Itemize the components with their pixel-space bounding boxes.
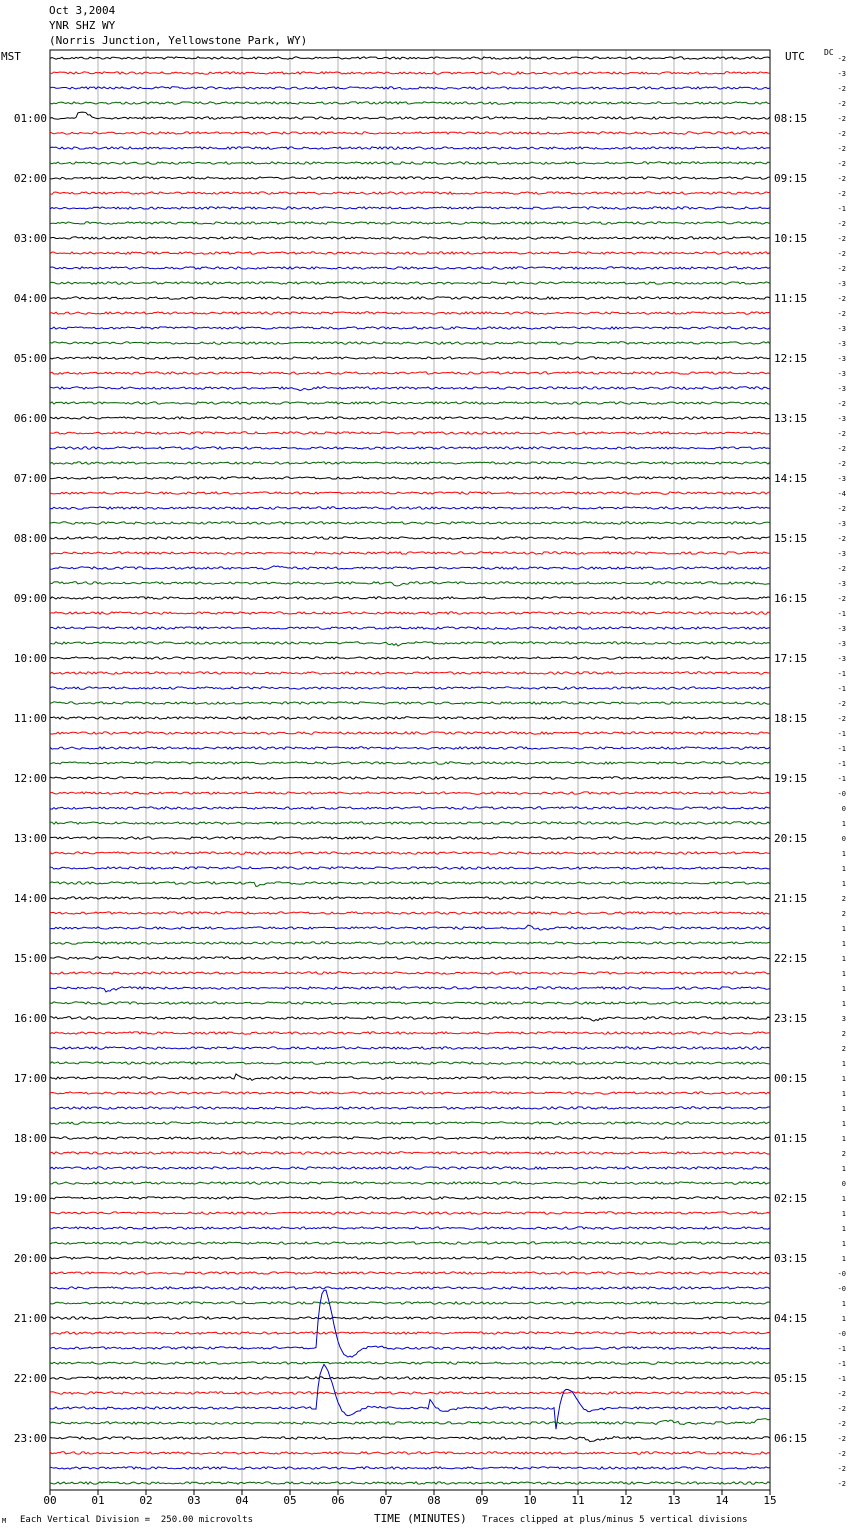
x-tick-label: 03 <box>187 1494 201 1507</box>
trace-row-68 <box>50 1074 770 1081</box>
dc-offset-label: 2 <box>841 910 846 918</box>
x-tick-label: 06 <box>331 1494 345 1507</box>
trace-row-82 <box>50 1287 770 1289</box>
trace-row-19 <box>50 342 770 344</box>
utc-hour-label: 04:15 <box>774 1312 808 1325</box>
trace-row-32 <box>50 537 770 539</box>
trace-row-69 <box>50 1092 770 1094</box>
trace-row-64 <box>50 1017 770 1021</box>
dc-offset-label: -2 <box>837 715 846 723</box>
dc-offset-label: -3 <box>837 520 846 528</box>
trace-row-25 <box>50 432 770 434</box>
x-tick-label: 02 <box>139 1494 153 1507</box>
x-tick-label: 12 <box>619 1494 633 1507</box>
trace-row-48 <box>50 777 770 779</box>
dc-offset-label: -1 <box>837 670 846 678</box>
dc-offset-label: 1 <box>841 850 846 858</box>
trace-row-5 <box>50 132 770 134</box>
mst-hour-label: 21:00 <box>13 1312 47 1325</box>
dc-offset-label: -0 <box>837 1330 846 1338</box>
trace-row-3 <box>50 102 770 104</box>
mst-hour-label: 05:00 <box>13 352 47 365</box>
mst-hour-label: 14:00 <box>13 892 47 905</box>
mst-label: MST <box>1 50 21 63</box>
trace-row-41 <box>50 672 770 674</box>
trace-row-39 <box>50 642 770 646</box>
dc-offset-label: -1 <box>837 1360 846 1368</box>
trace-row-78 <box>50 1227 770 1229</box>
dc-offset-label: -2 <box>837 565 846 573</box>
trace-row-46 <box>50 747 770 749</box>
dc-offset-label: 1 <box>841 865 846 873</box>
utc-hour-label: 01:15 <box>774 1132 808 1145</box>
trace-row-90 <box>50 1364 770 1429</box>
mst-hour-label: 22:00 <box>13 1372 47 1385</box>
mst-hour-label: 18:00 <box>13 1132 47 1145</box>
trace-row-44 <box>50 717 770 719</box>
dc-offset-label: 3 <box>841 1015 846 1023</box>
utc-label: UTC <box>785 50 805 63</box>
dc-offset-label: 1 <box>841 925 846 933</box>
dc-offset-label: 0 <box>841 835 846 843</box>
corner-mark: M <box>2 1517 7 1525</box>
dc-offset-label: -2 <box>837 55 846 63</box>
dc-offset-label: -2 <box>837 1450 846 1458</box>
trace-row-21 <box>50 372 770 374</box>
mst-hour-label: 20:00 <box>13 1252 47 1265</box>
trace-row-27 <box>50 462 770 464</box>
dc-offset-label: -2 <box>837 1390 846 1398</box>
trace-row-55 <box>50 882 770 887</box>
dc-offset-label: -2 <box>837 1405 846 1413</box>
x-tick-label: 14 <box>715 1494 729 1507</box>
trace-row-50 <box>50 807 770 809</box>
mst-hour-label: 09:00 <box>13 592 47 605</box>
trace-row-62 <box>50 987 770 992</box>
dc-offset-label: 1 <box>841 1210 846 1218</box>
dc-offset-label: -4 <box>837 490 846 498</box>
trace-row-89 <box>50 1392 770 1394</box>
dc-offset-label: -3 <box>837 385 846 393</box>
dc-offset-label: -2 <box>837 220 846 228</box>
utc-hour-label: 09:15 <box>774 172 808 185</box>
trace-row-31 <box>50 522 770 524</box>
dc-offset-label: -2 <box>837 175 846 183</box>
trace-row-4 <box>50 112 770 119</box>
trace-row-74 <box>50 1167 770 1169</box>
trace-row-83 <box>50 1302 770 1304</box>
dc-offset-label: -1 <box>837 1345 846 1353</box>
dc-offset-label: 1 <box>841 1105 846 1113</box>
trace-row-60 <box>50 957 770 959</box>
dc-offset-label: 1 <box>841 820 846 828</box>
trace-row-15 <box>50 282 770 284</box>
dc-offset-label: -1 <box>837 745 846 753</box>
trace-row-75 <box>50 1182 770 1184</box>
dc-offset-label: -1 <box>837 775 846 783</box>
trace-row-91 <box>50 1419 770 1425</box>
trace-row-16 <box>50 297 770 299</box>
mst-hour-label: 12:00 <box>13 772 47 785</box>
trace-row-58 <box>50 925 770 930</box>
dc-offset-label: -2 <box>837 1480 846 1488</box>
utc-hour-label: 20:15 <box>774 832 808 845</box>
trace-row-70 <box>50 1107 770 1109</box>
dc-label: DC <box>824 48 834 57</box>
trace-row-26 <box>50 447 770 449</box>
dc-offset-label: 1 <box>841 1000 846 1008</box>
trace-row-43 <box>50 702 770 704</box>
utc-hour-label: 22:15 <box>774 952 808 965</box>
dc-offset-label: -2 <box>837 445 846 453</box>
trace-row-77 <box>50 1212 770 1214</box>
dc-offset-label: 1 <box>841 1195 846 1203</box>
trace-row-9 <box>50 192 770 194</box>
trace-row-76 <box>50 1197 770 1199</box>
dc-offset-label: -2 <box>837 265 846 273</box>
dc-offset-label: 1 <box>841 1315 846 1323</box>
trace-row-14 <box>50 267 770 269</box>
dc-offset-label: -3 <box>837 640 846 648</box>
trace-row-61 <box>50 972 770 974</box>
trace-row-52 <box>50 837 770 839</box>
dc-offset-label: 1 <box>841 1225 846 1233</box>
trace-row-13 <box>50 252 770 254</box>
dc-offset-label: -2 <box>837 85 846 93</box>
mst-hour-label: 16:00 <box>13 1012 47 1025</box>
trace-row-37 <box>50 612 770 614</box>
trace-row-92 <box>50 1437 770 1442</box>
trace-row-71 <box>50 1122 770 1124</box>
trace-row-20 <box>50 357 770 359</box>
dc-offset-label: -2 <box>837 1465 846 1473</box>
trace-row-73 <box>50 1152 770 1154</box>
trace-row-10 <box>50 207 770 209</box>
mst-hour-label: 23:00 <box>13 1432 47 1445</box>
dc-offset-label: -1 <box>837 760 846 768</box>
dc-offset-label: -2 <box>837 130 846 138</box>
trace-row-81 <box>50 1272 770 1274</box>
trace-row-23 <box>50 402 770 404</box>
trace-row-72 <box>50 1137 770 1139</box>
dc-offset-label: -3 <box>837 625 846 633</box>
dc-offset-label: -3 <box>837 340 846 348</box>
trace-row-56 <box>50 897 770 899</box>
x-tick-label: 15 <box>763 1494 777 1507</box>
mst-hour-label: 01:00 <box>13 112 47 125</box>
mst-hour-label: 15:00 <box>13 952 47 965</box>
dc-offset-label: 2 <box>841 1030 846 1038</box>
x-tick-label: 13 <box>667 1494 681 1507</box>
clip-note: Traces clipped at plus/minus 5 vertical divisions <box>482 1515 748 1525</box>
utc-hour-label: 19:15 <box>774 772 808 785</box>
dc-offset-label: 1 <box>841 1075 846 1083</box>
trace-row-93 <box>50 1452 770 1454</box>
dc-offset-label: -0 <box>837 1285 846 1293</box>
dc-offset-label: -2 <box>837 310 846 318</box>
trace-row-94 <box>50 1467 770 1469</box>
x-tick-label: 09 <box>475 1494 489 1507</box>
scale-note: Each Vertical Division = 250.00 microvolts <box>20 1515 253 1525</box>
mst-hour-label: 04:00 <box>13 292 47 305</box>
dc-offset-label: -0 <box>837 1270 846 1278</box>
dc-offset-label: -2 <box>837 115 846 123</box>
trace-row-35 <box>50 582 770 586</box>
dc-offset-label: -2 <box>837 700 846 708</box>
trace-row-0 <box>50 57 770 59</box>
trace-row-2 <box>50 87 770 89</box>
mst-hour-label: 19:00 <box>13 1192 47 1205</box>
utc-hour-label: 03:15 <box>774 1252 808 1265</box>
trace-row-51 <box>50 822 770 824</box>
trace-row-85 <box>50 1332 770 1334</box>
trace-row-88 <box>50 1377 770 1379</box>
trace-row-38 <box>50 627 770 629</box>
x-tick-label: 10 <box>523 1494 537 1507</box>
dc-offset-label: -2 <box>837 505 846 513</box>
station-id: YNR SHZ WY <box>49 19 116 32</box>
mst-hour-label: 08:00 <box>13 532 47 545</box>
trace-row-49 <box>50 792 770 794</box>
trace-row-8 <box>50 177 770 179</box>
mst-hour-label: 02:00 <box>13 172 47 185</box>
dc-offset-label: -2 <box>837 400 846 408</box>
dc-offset-label: -2 <box>837 235 846 243</box>
utc-hour-label: 23:15 <box>774 1012 808 1025</box>
utc-hour-label: 21:15 <box>774 892 808 905</box>
trace-row-28 <box>50 477 770 479</box>
dc-offset-label: -2 <box>837 535 846 543</box>
mst-hour-label: 11:00 <box>13 712 47 725</box>
trace-row-11 <box>50 222 770 224</box>
x-axis-label: TIME (MINUTES) <box>374 1512 467 1525</box>
trace-row-34 <box>50 566 770 570</box>
trace-row-87 <box>50 1362 770 1364</box>
dc-offset-label: -2 <box>837 160 846 168</box>
mst-hour-label: 06:00 <box>13 412 47 425</box>
trace-row-42 <box>50 687 770 689</box>
trace-row-47 <box>50 762 770 764</box>
x-tick-label: 01 <box>91 1494 105 1507</box>
utc-hour-label: 13:15 <box>774 412 808 425</box>
trace-row-86 <box>50 1290 770 1357</box>
dc-offset-label: -3 <box>837 70 846 78</box>
trace-row-54 <box>50 867 770 869</box>
dc-offset-label: -2 <box>837 190 846 198</box>
dc-offset-label: 2 <box>841 1045 846 1053</box>
dc-offset-label: 1 <box>841 1060 846 1068</box>
dc-offset-label: -2 <box>837 1420 846 1428</box>
station-location: (Norris Junction, Yellowstone Park, WY) <box>49 34 308 47</box>
dc-offset-label: 1 <box>841 1135 846 1143</box>
utc-hour-label: 15:15 <box>774 532 808 545</box>
dc-offset-label: 1 <box>841 970 846 978</box>
trace-row-95 <box>50 1482 770 1484</box>
dc-offset-label: 1 <box>841 985 846 993</box>
trace-row-66 <box>50 1047 770 1049</box>
trace-row-12 <box>50 237 770 239</box>
trace-row-67 <box>50 1062 770 1064</box>
dc-offset-label: 1 <box>841 880 846 888</box>
dc-offset-label: -3 <box>837 325 846 333</box>
dc-offset-label: 1 <box>841 1255 846 1263</box>
dc-offset-label: -3 <box>837 580 846 588</box>
x-tick-label: 07 <box>379 1494 393 1507</box>
dc-offset-label: -3 <box>837 280 846 288</box>
dc-offset-label: -2 <box>837 1435 846 1443</box>
dc-offset-label: -2 <box>837 145 846 153</box>
chart-date: Oct 3,2004 <box>49 4 116 17</box>
dc-offset-label: -3 <box>837 370 846 378</box>
x-tick-label: 11 <box>571 1494 585 1507</box>
dc-offset-label: -2 <box>837 460 846 468</box>
dc-offset-label: -1 <box>837 205 846 213</box>
dc-offset-label: 1 <box>841 1165 846 1173</box>
trace-row-45 <box>50 732 770 734</box>
utc-hour-label: 08:15 <box>774 112 808 125</box>
dc-offset-label: 1 <box>841 1120 846 1128</box>
dc-offset-label: 1 <box>841 940 846 948</box>
x-tick-label: 08 <box>427 1494 441 1507</box>
trace-row-57 <box>50 912 770 914</box>
utc-hour-label: 10:15 <box>774 232 808 245</box>
utc-hour-label: 17:15 <box>774 652 808 665</box>
dc-offset-label: -1 <box>837 685 846 693</box>
dc-offset-label: -2 <box>837 250 846 258</box>
dc-offset-label: -2 <box>837 430 846 438</box>
trace-row-22 <box>50 387 770 391</box>
mst-hour-label: 17:00 <box>13 1072 47 1085</box>
mst-hour-label: 07:00 <box>13 472 47 485</box>
dc-offset-label: -3 <box>837 415 846 423</box>
trace-row-40 <box>50 657 770 659</box>
dc-offset-label: 1 <box>841 955 846 963</box>
dc-offset-label: -0 <box>837 790 846 798</box>
trace-row-63 <box>50 1002 770 1004</box>
trace-row-6 <box>50 147 770 149</box>
x-tick-label: 04 <box>235 1494 249 1507</box>
trace-row-65 <box>50 1032 770 1034</box>
trace-row-24 <box>50 417 770 419</box>
dc-offset-label: -2 <box>837 595 846 603</box>
trace-row-59 <box>50 942 770 944</box>
utc-hour-label: 14:15 <box>774 472 808 485</box>
utc-hour-label: 00:15 <box>774 1072 808 1085</box>
trace-row-17 <box>50 312 770 314</box>
trace-row-1 <box>50 72 770 74</box>
dc-offset-label: 2 <box>841 1150 846 1158</box>
trace-row-30 <box>50 507 770 509</box>
dc-offset-label: -3 <box>837 550 846 558</box>
dc-offset-label: -2 <box>837 100 846 108</box>
x-tick-label: 05 <box>283 1494 297 1507</box>
utc-hour-label: 18:15 <box>774 712 808 725</box>
trace-row-79 <box>50 1242 770 1244</box>
dc-offset-label: -1 <box>837 610 846 618</box>
trace-row-18 <box>50 327 770 329</box>
mst-hour-label: 10:00 <box>13 652 47 665</box>
dc-offset-label: -1 <box>837 730 846 738</box>
dc-offset-label: -1 <box>837 1375 846 1383</box>
dc-offset-label: 1 <box>841 1300 846 1308</box>
trace-row-33 <box>50 552 770 554</box>
utc-hour-label: 02:15 <box>774 1192 808 1205</box>
x-tick-label: 00 <box>43 1494 57 1507</box>
dc-offset-label: -2 <box>837 295 846 303</box>
dc-offset-label: 0 <box>841 805 846 813</box>
trace-row-53 <box>50 852 770 854</box>
mst-hour-label: 03:00 <box>13 232 47 245</box>
dc-offset-label: -3 <box>837 655 846 663</box>
trace-row-36 <box>50 597 770 599</box>
trace-row-7 <box>50 162 770 164</box>
dc-offset-label: 0 <box>841 1180 846 1188</box>
mst-hour-label: 13:00 <box>13 832 47 845</box>
dc-offset-label: 1 <box>841 1090 846 1098</box>
utc-hour-label: 05:15 <box>774 1372 808 1385</box>
dc-offset-label: -3 <box>837 475 846 483</box>
trace-row-29 <box>50 492 770 494</box>
dc-offset-label: -3 <box>837 355 846 363</box>
utc-hour-label: 06:15 <box>774 1432 808 1445</box>
trace-row-84 <box>50 1317 770 1319</box>
dc-offset-label: 2 <box>841 895 846 903</box>
utc-hour-label: 12:15 <box>774 352 808 365</box>
utc-hour-label: 16:15 <box>774 592 808 605</box>
dc-offset-label: 1 <box>841 1240 846 1248</box>
utc-hour-label: 11:15 <box>774 292 808 305</box>
trace-row-80 <box>50 1257 770 1259</box>
